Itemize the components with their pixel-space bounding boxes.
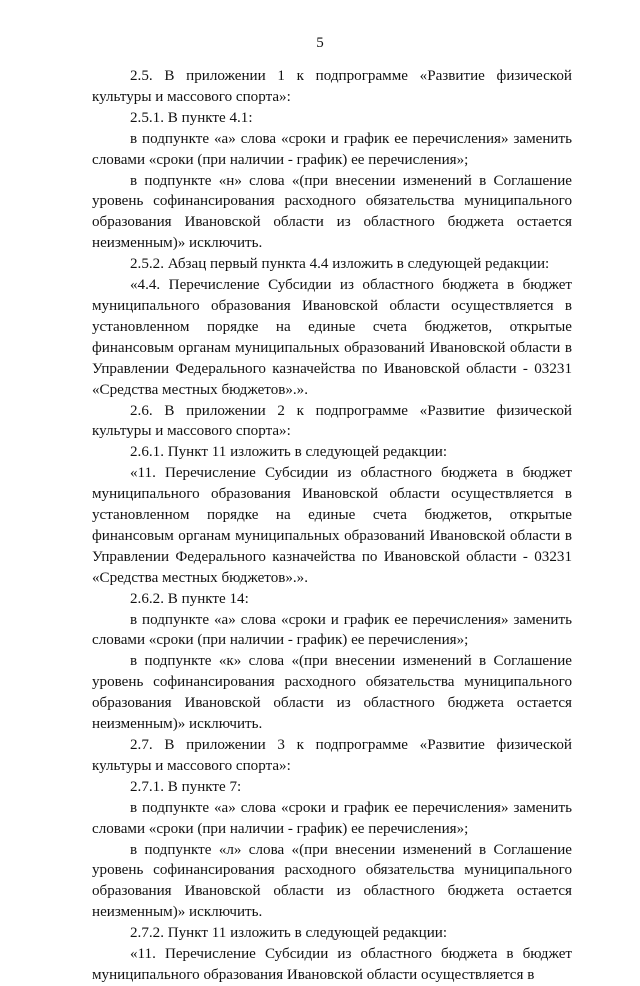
paragraph: 2.6.1. Пункт 11 изложить в следующей редакции: bbox=[130, 444, 448, 461]
paragraph: в подпункте «а» слова «сроки и график ее перечисления» заменить словами «сроки (при наличии - график) ее перечисления»; bbox=[92, 130, 572, 168]
paragraph: в подпункте «л» слова «(при внесении изменений в Соглашение уровень софинансирования расходного обязательства муниципального образования Ивановской области из областного бюджета остается неизменным)» исключить. bbox=[92, 841, 572, 921]
paragraph: 2.6.2. В пункте 14: bbox=[130, 590, 249, 607]
paragraph: в подпункте «н» слова «(при внесении изменений в Соглашение уровень софинансирования расходного обязательства муниципального образования Ивановской области из областного бюджета остается неизменным)» исключить. bbox=[92, 172, 572, 252]
paragraph: в подпункте «а» слова «сроки и график ее перечисления» заменить словами «сроки (при наличии - график) ее перечисления»; bbox=[92, 799, 572, 837]
paragraph: 2.5. В приложении 1 к подпрограмме «Развитие физической культуры и массового спорта»: bbox=[92, 68, 572, 105]
document-body bbox=[92, 66, 572, 986]
paragraph: «11. Перечисление Субсидии из областного бюджета в бюджет муниципального образования Ивановской области осуществляется в установленном порядке на единые счета бюджетов, открытые финансовым органам муниципальных образований Ивановской области в Управлении Федерального казначейства по Ивановской области - 03231 «Средства местных бюджетов».». bbox=[92, 465, 572, 586]
paragraph: 2.6. В приложении 2 к подпрограмме «Развитие физической культуры и массового спорта»: bbox=[92, 402, 572, 440]
paragraph: 2.5.2. Абзац первый пункта 4.4 изложить в следующей редакции: bbox=[130, 256, 550, 273]
page-number: 5 bbox=[316, 35, 324, 51]
paragraph: «11. Перечисление Субсидии из областного бюджета в бюджет муниципального образования Ивановской области осуществляется в bbox=[92, 946, 572, 983]
paragraph: «4.4. Перечисление Субсидии из областного бюджета в бюджет муниципального образования Ивановской области осуществляется в установленном порядке на единые счета бюджетов, открытые финансовым органам муниципальных образований Ивановской области в Управлении Федерального казначейства по Ивановской области - 03231 «Средства местных бюджетов».». bbox=[92, 277, 572, 398]
paragraph: в подпункте «к» слова «(при внесении изменений в Соглашение уровень софинансирования расходного обязательства муниципального образования Ивановской области из областного бюджета остается неизменным)» исключить. bbox=[92, 653, 572, 733]
paragraph: 2.7. В приложении 3 к подпрограмме «Развитие физической культуры и массового спорта»: bbox=[92, 737, 572, 774]
paragraph: 2.5.1. В пункте 4.1: bbox=[130, 109, 253, 126]
paragraph: 2.7.1. В пункте 7: bbox=[130, 778, 242, 795]
paragraph: в подпункте «а» слова «сроки и график ее перечисления» заменить словами «сроки (при наличии - график) ее перечисления»; bbox=[92, 611, 572, 649]
paragraph: 2.7.2. Пункт 11 изложить в следующей редакции: bbox=[130, 925, 448, 942]
